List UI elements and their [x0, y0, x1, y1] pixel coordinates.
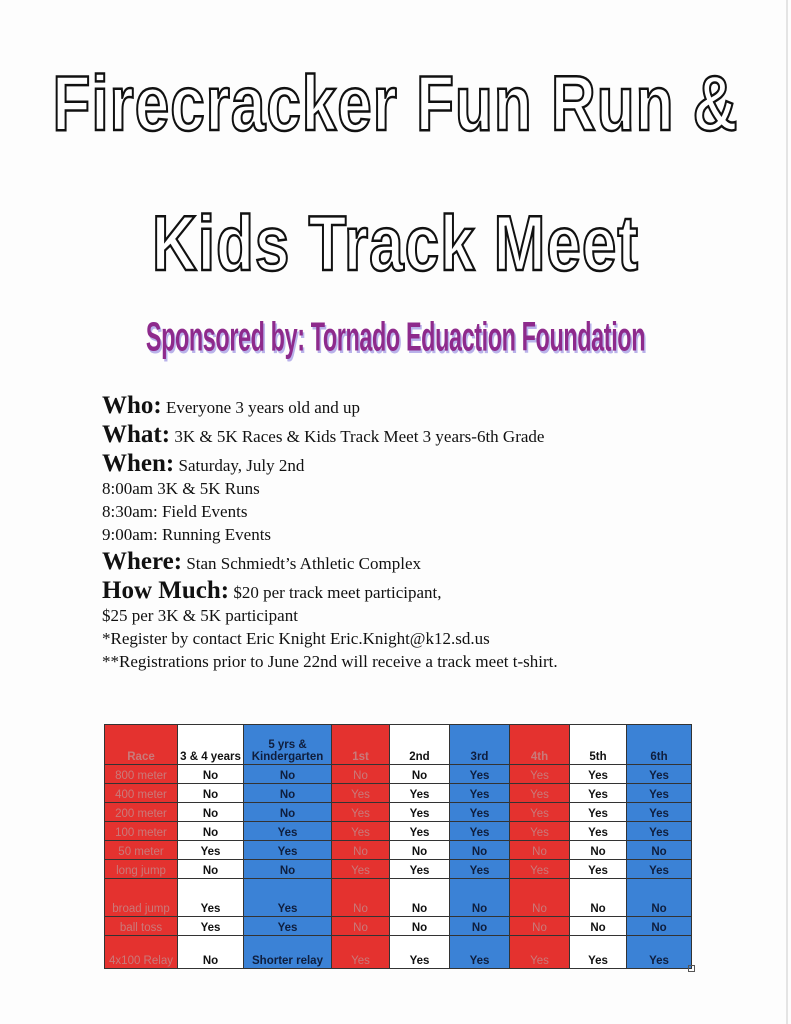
table-body	[105, 765, 692, 969]
eligibility-cell: Yes	[178, 879, 244, 917]
table-row	[105, 879, 692, 917]
eligibility-cell: Yes	[244, 917, 332, 936]
eligibility-cell: No	[450, 879, 510, 917]
where-text: Stan Schmiedt’s Athletic Complex	[186, 554, 422, 573]
schedule-item: 8:30am: Field Events	[102, 502, 248, 521]
eligibility-cell: No	[570, 917, 627, 936]
eligibility-cell: No	[332, 841, 390, 860]
eligibility-cell: No	[178, 822, 244, 841]
eligibility-cell: Yes	[510, 765, 570, 784]
table-row	[105, 936, 692, 969]
header-4th: 4th	[510, 725, 570, 765]
eligibility-cell: Yes	[570, 860, 627, 879]
eligibility-cell: No	[178, 860, 244, 879]
race-name-cell: 4x100 Relay	[105, 936, 178, 969]
eligibility-cell: No	[390, 879, 450, 917]
eligibility-cell: Yes	[244, 822, 332, 841]
eligibility-cell: Yes	[390, 936, 450, 969]
table-row	[105, 803, 692, 822]
eligibility-cell: Yes	[332, 936, 390, 969]
eligibility-cell: Yes	[510, 803, 570, 822]
eligibility-cell: No	[244, 765, 332, 784]
eligibility-cell: Yes	[570, 822, 627, 841]
when-row	[102, 452, 762, 477]
race-name-cell: 200 meter	[105, 803, 178, 822]
race-name-cell: 50 meter	[105, 841, 178, 860]
corner-marker	[688, 965, 695, 972]
table-row	[105, 765, 692, 784]
eligibility-cell: Yes	[332, 784, 390, 803]
eligibility-cell: Yes	[332, 822, 390, 841]
eligibility-cell: Yes	[332, 803, 390, 822]
tshirt-note: **Registrations prior to June 22nd will receive a track meet t-shirt.	[102, 652, 558, 671]
where-row	[102, 550, 762, 575]
eligibility-cell: Yes	[390, 822, 450, 841]
header-1st: 1st	[332, 725, 390, 765]
eligibility-cell: No	[390, 841, 450, 860]
who-row	[102, 394, 762, 419]
title-line-1: Firecracker Fun Run &	[52, 61, 739, 148]
eligibility-cell: No	[510, 917, 570, 936]
schedule-item: 8:00am 3K & 5K Runs	[102, 479, 260, 498]
register-note: *Register by contact Eric Knight Eric.Knight@k12.sd.us	[102, 629, 490, 648]
event-details	[102, 394, 762, 673]
eligibility-cell: No	[390, 765, 450, 784]
eligibility-cell: No	[244, 860, 332, 879]
page-edge	[786, 0, 788, 1024]
race-name-cell: 800 meter	[105, 765, 178, 784]
eligibility-cell: Yes	[390, 860, 450, 879]
sponsor-banner: Sponsored by: Tornado Eduaction Foundation	[145, 315, 646, 360]
table-row	[105, 841, 692, 860]
where-label: Where:	[102, 548, 183, 575]
eligibility-cell: Yes	[627, 784, 692, 803]
table-header-row	[105, 725, 692, 765]
table-row	[105, 917, 692, 936]
eligibility-cell: Yes	[570, 936, 627, 969]
eligibility-cell: No	[450, 841, 510, 860]
header-3-4-years: 3 & 4 years	[178, 725, 244, 765]
header-3rd: 3rd	[450, 725, 510, 765]
table-row	[105, 860, 692, 879]
race-name-cell: 400 meter	[105, 784, 178, 803]
eligibility-cell: No	[627, 917, 692, 936]
eligibility-cell: Yes	[627, 803, 692, 822]
schedule-item: 9:00am: Running Events	[102, 525, 272, 544]
eligibility-cell: Yes	[450, 822, 510, 841]
when-label: When:	[102, 450, 175, 477]
race-name-cell: long jump	[105, 860, 178, 879]
eligibility-cell: Yes	[390, 784, 450, 803]
race-name-cell: ball toss	[105, 917, 178, 936]
eligibility-cell: No	[178, 803, 244, 822]
eligibility-cell: No	[627, 879, 692, 917]
header-6th: 6th	[627, 725, 692, 765]
eligibility-cell: Yes	[627, 936, 692, 969]
table-row	[105, 822, 692, 841]
eligibility-cell: No	[332, 765, 390, 784]
eligibility-cell: No	[332, 917, 390, 936]
what-label: What:	[102, 421, 171, 448]
eligibility-cell: Yes	[178, 841, 244, 860]
header-5yrs-kindergarten: 5 yrs & Kindergarten	[244, 725, 332, 765]
eligibility-cell: Shorter relay	[244, 936, 332, 969]
eligibility-cell: No	[178, 936, 244, 969]
eligibility-cell: No	[627, 841, 692, 860]
what-text: 3K & 5K Races & Kids Track Meet 3 years-6th Grade	[174, 427, 545, 446]
what-row	[102, 423, 762, 448]
eligibility-cell: Yes	[450, 803, 510, 822]
eligibility-cell: No	[450, 917, 510, 936]
eligibility-cell: Yes	[510, 936, 570, 969]
eligibility-cell: Yes	[450, 860, 510, 879]
eligibility-cell: Yes	[332, 860, 390, 879]
when-text: Saturday, July 2nd	[178, 456, 305, 475]
eligibility-cell: No	[570, 879, 627, 917]
eligibility-cell: Yes	[178, 917, 244, 936]
eligibility-cell: Yes	[627, 860, 692, 879]
eligibility-cell: No	[510, 879, 570, 917]
how-much-text: $20 per track meet participant,	[233, 583, 442, 602]
header-race: Race	[105, 725, 178, 765]
eligibility-cell: Yes	[627, 822, 692, 841]
eligibility-cell: Yes	[450, 936, 510, 969]
eligibility-cell: Yes	[244, 879, 332, 917]
eligibility-cell: No	[244, 803, 332, 822]
race-name-cell: broad jump	[105, 879, 178, 917]
eligibility-cell: No	[510, 841, 570, 860]
table-row	[105, 784, 692, 803]
eligibility-cell: Yes	[390, 803, 450, 822]
eligibility-cell: Yes	[510, 784, 570, 803]
eligibility-cell: No	[390, 917, 450, 936]
eligibility-table	[104, 724, 692, 969]
header-2nd: 2nd	[390, 725, 450, 765]
eligibility-cell: Yes	[570, 784, 627, 803]
eligibility-cell: No	[570, 841, 627, 860]
eligibility-cell: No	[178, 765, 244, 784]
race-name-cell: 100 meter	[105, 822, 178, 841]
eligibility-cell: Yes	[510, 822, 570, 841]
eligibility-cell: Yes	[627, 765, 692, 784]
price-line-2: $25 per 3K & 5K participant	[102, 606, 298, 625]
eligibility-cell: No	[332, 879, 390, 917]
title-line-2: Kids Track Meet	[151, 201, 640, 288]
how-much-row	[102, 579, 762, 604]
header-5th: 5th	[570, 725, 627, 765]
who-text: Everyone 3 years old and up	[165, 398, 361, 417]
eligibility-cell: Yes	[244, 841, 332, 860]
how-much-label: How Much:	[102, 577, 230, 604]
eligibility-cell: Yes	[450, 765, 510, 784]
eligibility-cell: No	[178, 784, 244, 803]
eligibility-cell: No	[244, 784, 332, 803]
eligibility-cell: Yes	[450, 784, 510, 803]
eligibility-cell: Yes	[570, 765, 627, 784]
eligibility-cell: Yes	[570, 803, 627, 822]
who-label: Who:	[102, 392, 162, 419]
eligibility-cell: Yes	[510, 860, 570, 879]
